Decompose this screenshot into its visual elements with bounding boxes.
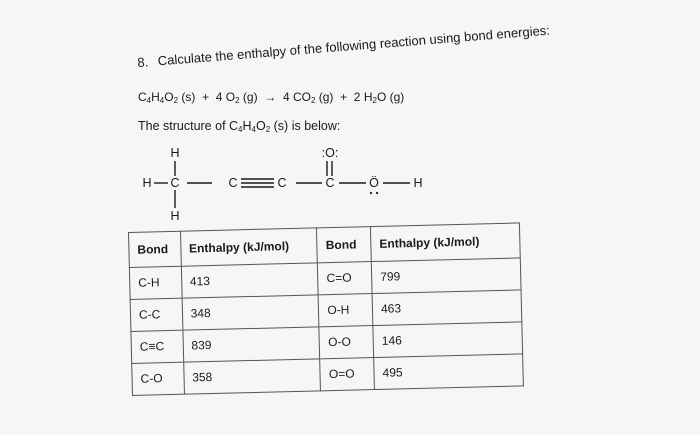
- table-cell: 495: [374, 354, 524, 390]
- product-2-coefficient: 2: [353, 90, 361, 104]
- lone-pair-dot: [370, 192, 372, 194]
- table-cell: O=O: [320, 357, 374, 390]
- question-text: Calculate the enthalpy of the following reaction using bond energies:: [157, 22, 551, 69]
- product-2-state: (g): [389, 90, 405, 104]
- header-enthalpy: Enthalpy (kJ/mol): [371, 223, 521, 261]
- plus-sign: +: [202, 90, 210, 104]
- atom-right-h: H: [413, 176, 423, 190]
- reactant-2: $O_2$: [225, 90, 240, 105]
- atom-bottom-h: H: [170, 209, 180, 223]
- table-cell: 146: [373, 322, 523, 358]
- table-cell: C-O: [132, 362, 184, 395]
- header-bond: Bond: [317, 227, 371, 263]
- plus-sign: +: [340, 90, 348, 104]
- table-cell: O-O: [319, 325, 373, 358]
- table-cell: 358: [183, 359, 320, 395]
- reaction-arrow: →: [264, 90, 277, 104]
- bond-enthalpy-table: [128, 222, 524, 396]
- product-2: $H_2O$: [363, 90, 387, 105]
- table-cell: C-H: [129, 266, 181, 299]
- atom-c1: C: [170, 176, 180, 190]
- table-cell: O-H: [318, 293, 372, 326]
- reactant-2-state: (g): [242, 90, 258, 104]
- reaction-equation: [138, 90, 404, 105]
- question-number: 8.: [136, 54, 149, 70]
- header-bond: Bond: [129, 231, 181, 267]
- atom-top-h: H: [170, 146, 180, 160]
- atom-c2: C: [228, 176, 238, 190]
- table-cell: 463: [372, 290, 522, 326]
- table-cell: 799: [371, 257, 521, 293]
- header-enthalpy: Enthalpy (kJ/mol): [180, 228, 318, 266]
- atom-top-o: :O:: [321, 146, 339, 160]
- reactant-2-coefficient: 4: [215, 90, 223, 104]
- reactant-1-state: (s): [181, 90, 196, 104]
- table-cell: 839: [183, 327, 320, 362]
- product-1: $CO_2$: [292, 90, 316, 105]
- table-cell: C=O: [318, 261, 372, 294]
- atom-c4: C: [325, 176, 335, 190]
- reactant-1: $C_4H_4O_2$: [138, 90, 179, 105]
- question-line: [137, 23, 551, 70]
- table-cell: 413: [181, 262, 318, 297]
- table-cell: C≡C: [131, 330, 183, 363]
- table-cell: 348: [182, 294, 319, 329]
- atom-c3: C: [277, 176, 287, 190]
- structure-intro: The structure of $C_4H_4O_2$ (s) is below:: [138, 119, 341, 134]
- table-cell: C-C: [130, 298, 182, 331]
- atom-o: Ö: [369, 176, 379, 190]
- atom-left-h: H: [142, 176, 152, 190]
- product-1-coefficient: 4: [282, 90, 290, 104]
- lone-pair-dot: [376, 192, 378, 194]
- molecule-structure: [130, 140, 450, 230]
- product-1-state: (g): [318, 90, 334, 104]
